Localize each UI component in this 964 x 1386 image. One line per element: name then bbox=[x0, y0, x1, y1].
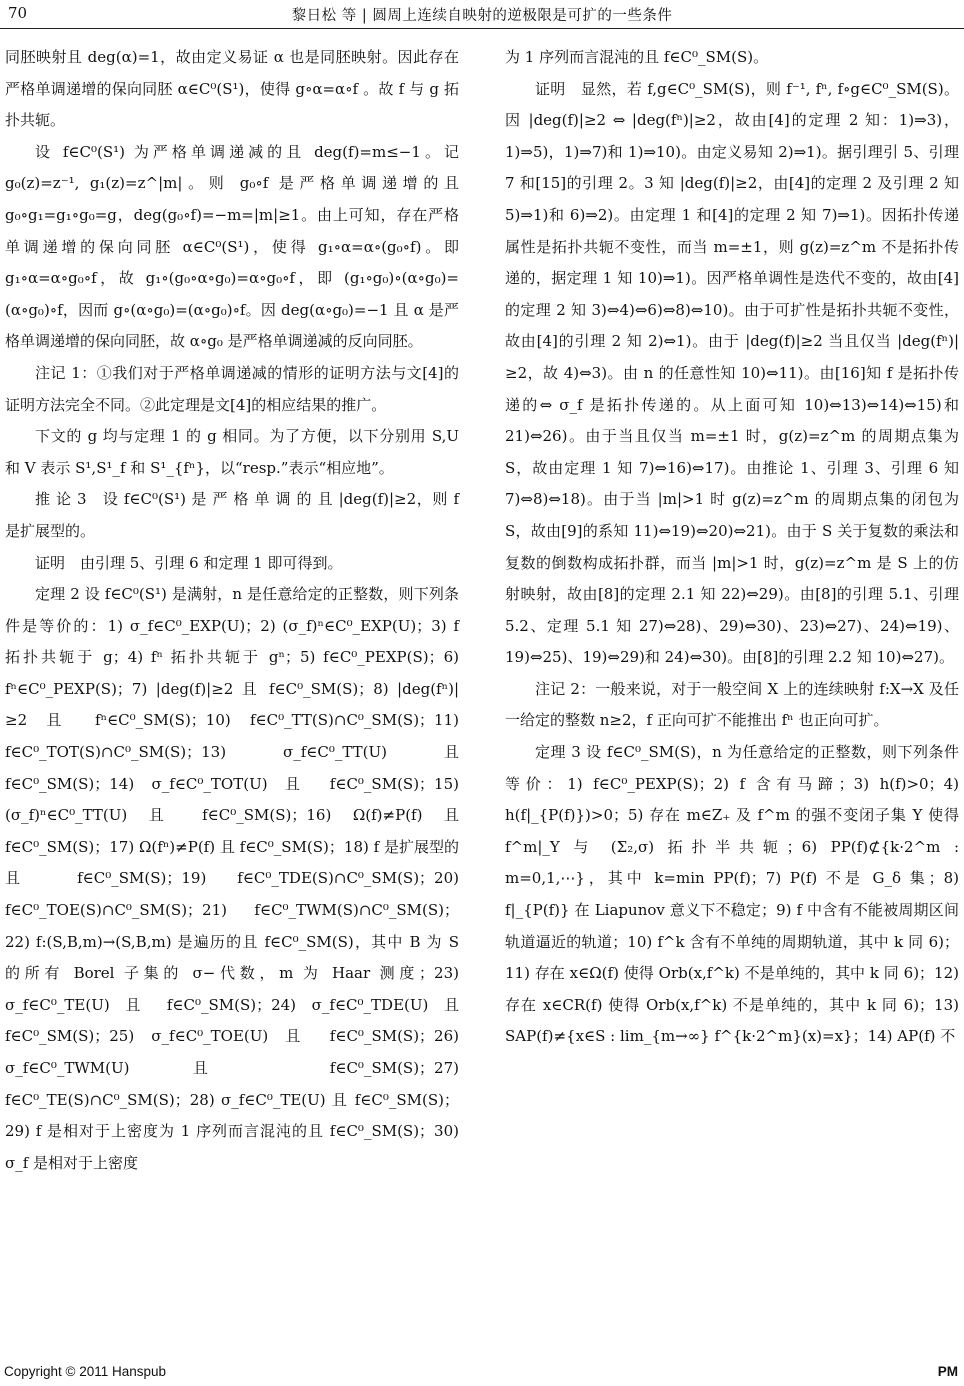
paragraph: 同胚映射且 deg(α)=1，故由定义易证 α 也是同胚映射。因此存在严格单调递增的保向同胚 α∈C⁰(S¹)，使得 g∘α=α∘f 。故 f 与 g 拓扑共轭。 bbox=[5, 48, 459, 130]
paragraph: 定理 3 设 f∈C⁰_SM(S)，n 为任意给定的正整数，则下列条件等价：1) f∈C⁰_PEXP(S)；2) f 含有马蹄；3) h(f)>0；4) h(f|_{P(f)})>0；5) 存在 m∈Z₊ 及 f^m 的强不变闭子集 Y 使得 f^m|_Y 与 (Σ₂,σ) 拓扑半共轭；6) PP(f)⊄{k·2^m : m=0,1,⋯}，其中 k=min PP(f)；7) P(f) 不是 G_δ 集；8) f|_{P(f)} 在 Liapunov 意义下不稳定；9) f 中含有不能被周期区间轨道逼近的轨道；10) f^k 含有不单纯的周期轨道，其中 k 同 6)；11) 存在 x∈Ω(f) 使得 Orb(x,f^k) 不是单纯的，其中 k 同 6)；12) 存在 x∈CR(f) 使得 Orb(x,f^k) 不是单纯的，其中 k 同 6)；13) SAP(f)≠{x∈S : lim_{m→∞} f^{k·2^m}(x)=x}；14) AP(f) 不 bbox=[505, 743, 959, 1046]
paragraph: 注记 1：①我们对于严格单调递减的情形的证明方法与文[4]的证明方法完全不同。②此定理是文[4]的相应结果的推广。 bbox=[5, 363, 459, 414]
page-footer bbox=[0, 1350, 964, 1386]
journal-abbrev: PM bbox=[937, 1364, 958, 1379]
paragraph: 证明 显然，若 f,g∈C⁰_SM(S)，则 f⁻¹, fⁿ, f∘g∈C⁰_SM(S)。因 |deg(f)|≥2 ⇔ |deg(fⁿ)|≥2，故由[4]的定理 2 知：1)⇒3)，1)⇒5)，1)⇒7)和 1)⇒10)。由定义易知 2)⇒1)。据引理引 5、引理 7 和[15]的引理 2。3 知 |deg(f)|≥2，由[4]的定理 2 及引理 2 知 5)⇒1)和 6)⇒2)。由定理 1 和[4]的定理 2 知 7)⇒1)。因拓扑传递属性是拓扑共轭不变性，而当 m=±1，则 g(z)=z^m 不是拓扑传递的，据定理 1 知 10)⇒1)。因严格单调性是迭代不变的，故由[4]的定理 2 知 3)⇔4)⇔6)⇔8)⇔10)。由于可扩性是拓扑共轭不变性，故由[4]的引理 2 知 2)⇔1)。由于 |deg(f)|≥2 当且仅当 |deg(fⁿ)|≥2，故 4)⇔3)。由 n 的任意性知 10)⇔11)。由[16]知 f 是拓扑传递的⇔ σ_f 是拓扑传递的。从上面可知 10)⇔13)⇔14)⇔15)和 21)⇔26)。由于当且仅当 m=±1 时，g(z)=z^m 的周期点集为 S，故由定理 1 知 7)⇔16)⇔17)。由推论 1、引理 3、引理 6 知 7)⇔8)⇔18)。由于当 |m|>1 时 g(z)=z^m 的周期点集的闭包为 S，故由[9]的系知 11)⇔19)⇔20)⇔21)。由于 S 关于复数的乘法和复数的倒数构成拓扑群，而当 |m|>1 时，g(z)=z^m 是 S 上的仿射映射，故由[8]的定理 2.1 知 22)⇔29)。由[8]的引理 5.1、引理 5.2、定理 5.1 知 27)⇔28)、29)⇔30)、23)⇔27)、24)⇔19)、19)⇔25)、19)⇔29)和 24)⇔30)。由[8]的引理 2.2 知 10)⇔27)。 bbox=[505, 79, 959, 667]
paragraph: 注记 2：一般来说，对于一般空间 X 上的连续映射 f:X→X 及任一给定的整数 n≥2，f 正向可扩不能推出 fⁿ 也正向可扩。 bbox=[505, 679, 959, 730]
copyright-notice: Copyright © 2011 Hanspub bbox=[4, 1364, 167, 1379]
running-title: 黎日松 等 | 圆周上连续自映射的逆极限是可扩的一些条件 bbox=[291, 8, 673, 24]
paragraph: 证明 由引理 5、引理 6 和定理 1 即可得到。 bbox=[35, 553, 343, 572]
page-header bbox=[0, 0, 964, 32]
paragraph: 推 论 3 设 f∈C⁰(S¹) 是 严 格 单 调 的 且 |deg(f)|≥2，则 f 是扩展型的。 bbox=[5, 490, 459, 540]
right-column bbox=[505, 42, 959, 1053]
paragraph: 下文的 g 均与定理 1 的 g 相同。为了方便，以下分别用 S,U 和 V 表示 S¹,S¹_f 和 S¹_{fⁿ}，以“resp.”表示“相应地”。 bbox=[5, 427, 459, 477]
paragraph: 设 f∈C⁰(S¹) 为严格单调递减的且 deg(f)=m≤−1。记 g₀(z)=z⁻¹, g₁(z)=z^|m|。则 g₀∘f 是严格单调递增的且 g₀∘g₁=g₁∘g₀=g，deg(g₀∘f)=−m=|m|≥1。由上可知，存在严格单调递增的保向同胚 α∈C⁰(S¹)，使得 g₁∘α=α∘(g₀∘f)。即 g₁∘α=α∘g₀∘f，故 g₁∘(g₀∘α∘g₀)=α∘g₀∘f，即 (g₁∘g₀)∘(α∘g₀)=(α∘g₀)∘f，因而 g∘(α∘g₀)=(α∘g₀)∘f。因 deg(α∘g₀)=−1 且 α 是严格单调递增的保向同胚，故 α∘g₀ 是严格单调递减的反向同胚。 bbox=[5, 142, 459, 351]
left-column bbox=[5, 42, 459, 1179]
paragraph: 定理 2 设 f∈C⁰(S¹) 是满射，n 是任意给定的正整数，则下列条件是等价的：1) σ_f∈C⁰_EXP(U)；2) (σ_f)ⁿ∈C⁰_EXP(U)；3) f 拓扑共轭于 g；4) fⁿ 拓扑共轭于 gⁿ；5) f∈C⁰_PEXP(S)；6) fⁿ∈C⁰_PEXP(S)；7) |deg(f)|≥2 且 f∈C⁰_SM(S)；8) |deg(fⁿ)|≥2 且 fⁿ∈C⁰_SM(S)；10) f∈C⁰_TT(S)∩C⁰_SM(S)；11) f∈C⁰_TOT(S)∩C⁰_SM(S)；13) σ_f∈C⁰_TT(U) 且 f∈C⁰_SM(S)；14) σ_f∈C⁰_TOT(U) 且 f∈C⁰_SM(S)；15) (σ_f)ⁿ∈C⁰_TT(U) 且 f∈C⁰_SM(S)；16) Ω(f)≠P(f) 且 f∈C⁰_SM(S)；17) Ω(fⁿ)≠P(f) 且 f∈C⁰_SM(S)；18) f 是扩展型的且 f∈C⁰_SM(S)；19) f∈C⁰_TDE(S)∩C⁰_SM(S)；20) f∈C⁰_TOE(S)∩C⁰_SM(S)；21) f∈C⁰_TWM(S)∩C⁰_SM(S)；22) f:(S,B,m)→(S,B,m) 是遍历的且 f∈C⁰_SM(S)，其中 B 为 S 的所有 Borel 子集的 σ−代数，m 为 Haar 测度；23) σ_f∈C⁰_TE(U) 且 f∈C⁰_SM(S)；24) σ_f∈C⁰_TDE(U) 且 f∈C⁰_SM(S)；25) σ_f∈C⁰_TOE(U) 且 f∈C⁰_SM(S)；26) σ_f∈C⁰_TWM(U) 且 f∈C⁰_SM(S)；27) f∈C⁰_TE(S)∩C⁰_SM(S)；28) σ_f∈C⁰_TE(U) 且 f∈C⁰_SM(S)；29) f 是相对于上密度为 1 序列而言混沌的且 f∈C⁰_SM(S)；30) σ_f 是相对于上密度 bbox=[5, 585, 459, 1172]
header-rule bbox=[0, 28, 964, 29]
page-number: 70 bbox=[8, 4, 28, 22]
paragraph: 为 1 序列而言混沌的且 f∈C⁰_SM(S)。 bbox=[505, 48, 769, 66]
